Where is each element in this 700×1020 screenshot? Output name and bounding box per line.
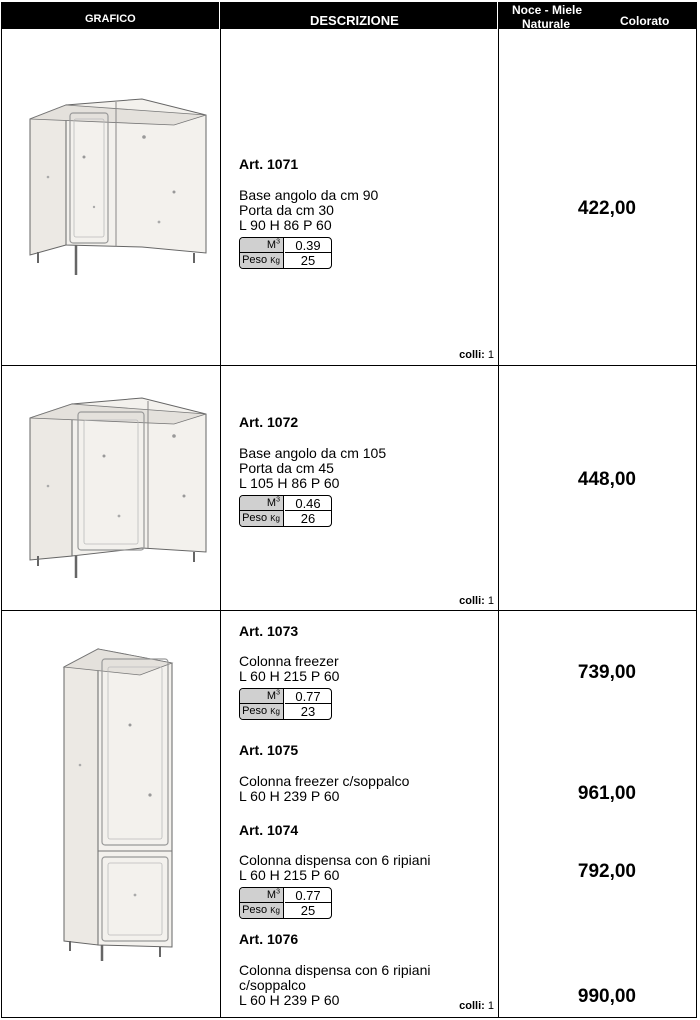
spec-box: [239, 887, 332, 919]
article-line: Colonna dispensa con 6 ripiani: [239, 962, 431, 978]
weight-value: 23: [300, 704, 316, 719]
article-line: Porta da cm 30: [239, 202, 334, 218]
article-line: Base angolo da cm 90: [239, 187, 379, 203]
weight-value: 26: [300, 511, 316, 526]
article-line: Base angolo da cm 105: [239, 445, 387, 461]
article-line: Colonna freezer c/soppalco: [239, 773, 410, 789]
descrizione-cell: [221, 29, 499, 365]
header-naturale: Naturale: [522, 17, 571, 31]
article-dimensions: L 60 H 239 P 60: [239, 992, 340, 1008]
colli-count: colli: 1: [459, 595, 494, 607]
article-dimensions: L 60 H 239 P 60: [239, 788, 340, 804]
volume-label: $M^3$: [240, 888, 284, 903]
article-dimensions: L 90 H 86 P 60: [239, 217, 332, 233]
table-row: [1, 611, 697, 1018]
article-line: Porta da cm 45: [239, 460, 334, 476]
price-value: 990,00: [577, 986, 636, 1007]
article-dimensions: L 60 H 215 P 60: [239, 867, 340, 883]
article-code: Art. 1072: [239, 414, 299, 430]
price-cell: [499, 611, 697, 1017]
header-noce-miele: Noce - Miele: [512, 3, 583, 17]
spec-box: [239, 237, 332, 269]
header-descrizione: DESCRIZIONE: [310, 13, 399, 28]
article-code: Art. 1071: [239, 156, 299, 172]
weight-value: 25: [300, 253, 316, 268]
article-dimensions: L 105 H 86 P 60: [239, 475, 340, 491]
table-header: [1, 2, 697, 29]
descrizione-cell: [221, 611, 499, 1017]
volume-value: 0.39: [285, 238, 331, 253]
spec-box: [239, 495, 332, 527]
article-line: Colonna freezer: [239, 653, 339, 669]
volume-label: $M^3$: [240, 238, 284, 253]
header-grafico-cell: [1, 2, 220, 29]
tall-column-cabinet-image: [60, 645, 176, 965]
weight-value: 25: [300, 903, 316, 918]
weight-label: Peso Kg: [240, 903, 284, 919]
header-colorato: Colorato: [620, 14, 670, 28]
article-dimensions: L 60 H 215 P 60: [239, 668, 340, 684]
volume-value: 0.46: [285, 496, 331, 511]
article-line: c/soppalco: [239, 977, 306, 993]
colli-count: colli: 1: [459, 1000, 494, 1012]
weight-label: Peso Kg: [240, 511, 284, 527]
article-code: Art. 1076: [239, 931, 299, 947]
header-price-cell: [498, 2, 697, 29]
grafico-cell: [2, 366, 221, 610]
table-row: [1, 366, 697, 611]
price-value: 961,00: [577, 783, 636, 804]
article-code: Art. 1073: [239, 623, 299, 639]
volume-value: 0.77: [285, 888, 331, 903]
article-code: Art. 1075: [239, 742, 299, 758]
price-value: 448,00: [577, 469, 636, 490]
corner-base-cabinet-image: [24, 396, 210, 580]
price-value: 422,00: [577, 198, 636, 219]
price-cell: [499, 366, 697, 610]
header-descrizione-cell: [220, 2, 498, 29]
article-code: Art. 1074: [239, 822, 299, 838]
grafico-cell: [2, 29, 221, 365]
table-row: [1, 29, 697, 366]
volume-label: $M^3$: [240, 689, 284, 704]
colli-count: colli: 1: [459, 349, 494, 361]
grafico-cell: [2, 611, 221, 1017]
price-cell: [499, 29, 697, 365]
weight-label: Peso Kg: [240, 704, 284, 720]
volume-value: 0.77: [285, 689, 331, 704]
spec-box: [239, 688, 332, 720]
weight-label: Peso Kg: [240, 253, 284, 269]
corner-base-cabinet-image: [24, 97, 210, 279]
price-value: 792,00: [577, 861, 636, 882]
header-grafico: GRAFICO: [85, 13, 136, 25]
price-value: 739,00: [577, 662, 636, 683]
article-line: Colonna dispensa con 6 ripiani: [239, 852, 431, 868]
volume-label: $M^3$: [240, 496, 284, 511]
descrizione-cell: [221, 366, 499, 610]
